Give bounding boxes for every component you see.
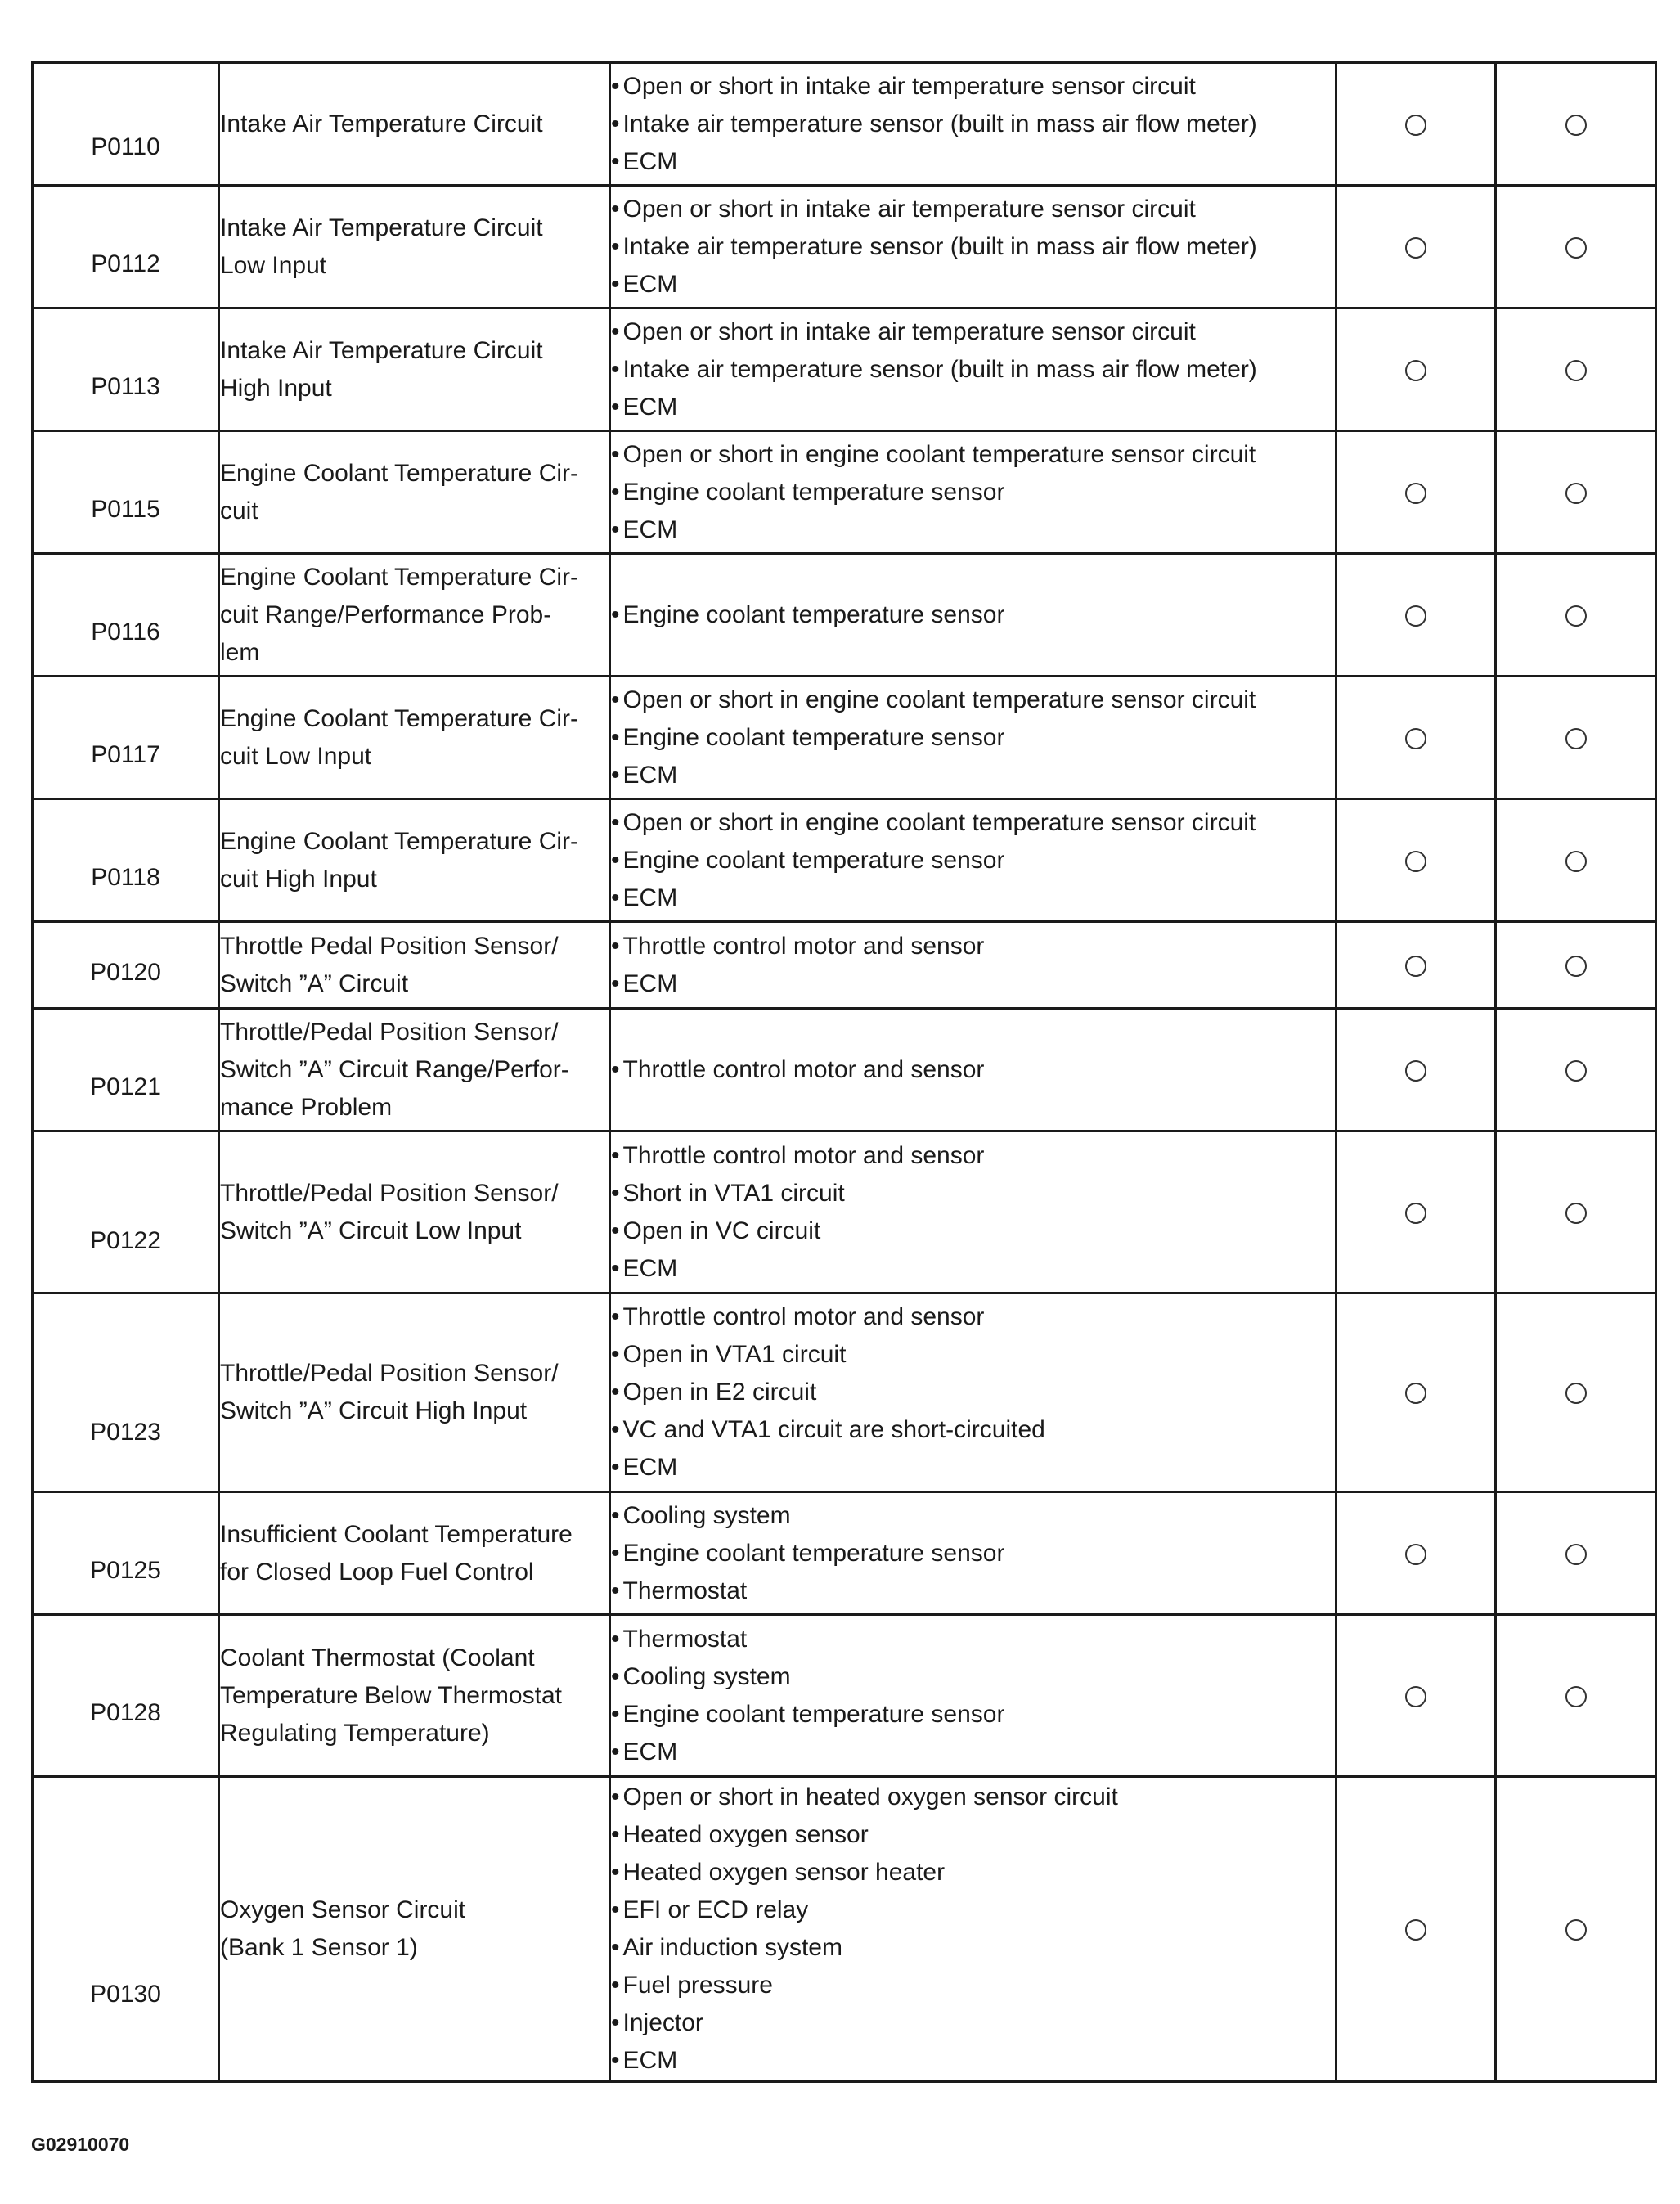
dtc-code: P0128 — [90, 1698, 161, 1726]
detection-item-cell — [219, 554, 610, 677]
detection-item-line: Switch ”A” Circuit Low Input — [220, 1217, 522, 1244]
dtc-code: P0118 — [91, 863, 160, 891]
memory-cell — [1496, 922, 1656, 1009]
memory-circle-icon — [1565, 728, 1587, 749]
trouble-area-cell — [610, 677, 1336, 799]
trouble-area-item: • ECM — [611, 266, 1335, 304]
dtc-code-cell — [33, 308, 219, 431]
trouble-area-item: • Injector — [611, 2004, 1335, 2042]
dtc-row — [33, 431, 1656, 554]
trouble-area-item: • Air induction system — [611, 1929, 1335, 1967]
memory-circle-icon — [1565, 1203, 1587, 1224]
trouble-area-item: • Heated oxygen sensor — [611, 1816, 1335, 1854]
detection-item-cell — [219, 1293, 610, 1492]
mil-circle-icon — [1405, 1919, 1426, 1941]
trouble-area-item: • Intake air temperature sensor (built in mass air flow meter) — [611, 351, 1335, 389]
detection-item-line: Engine Coolant Temperature Cir- — [220, 459, 579, 487]
trouble-area-item: • Engine coolant temperature sensor — [611, 1696, 1335, 1734]
memory-circle-icon — [1565, 360, 1587, 381]
mil-cell — [1336, 63, 1496, 186]
dtc-row — [33, 922, 1656, 1009]
dtc-row — [33, 1131, 1656, 1293]
memory-cell — [1496, 799, 1656, 922]
mil-circle-icon — [1405, 115, 1426, 136]
dtc-code-cell — [33, 1615, 219, 1777]
detection-item-cell — [219, 186, 610, 308]
mil-circle-icon — [1405, 483, 1426, 504]
detection-item-line: Temperature Below Thermostat — [220, 1681, 562, 1709]
trouble-area-item: • Cooling system — [611, 1497, 1335, 1535]
mil-circle-icon — [1405, 851, 1426, 872]
trouble-area-list — [611, 596, 1335, 634]
dtc-code: P0123 — [90, 1418, 161, 1446]
detection-item-cell — [219, 1009, 610, 1131]
trouble-area-item: • Throttle control motor and sensor — [611, 1298, 1335, 1336]
mil-circle-icon — [1405, 237, 1426, 259]
mil-circle-icon — [1405, 360, 1426, 381]
detection-item-line: cuit Range/Performance Prob- — [220, 600, 552, 628]
memory-cell — [1496, 431, 1656, 554]
dtc-code: P0112 — [91, 250, 160, 277]
trouble-area-list — [611, 1051, 1335, 1089]
trouble-area-cell — [610, 1615, 1336, 1777]
mil-cell — [1336, 431, 1496, 554]
mil-cell — [1336, 922, 1496, 1009]
trouble-area-item: • Open in E2 circuit — [611, 1374, 1335, 1411]
mil-circle-icon — [1405, 1060, 1426, 1082]
trouble-area-cell — [610, 308, 1336, 431]
dtc-code: P0115 — [91, 495, 160, 523]
trouble-area-cell — [610, 922, 1336, 1009]
trouble-area-item: • Engine coolant temperature sensor — [611, 596, 1335, 634]
trouble-area-list — [611, 313, 1335, 426]
dtc-row — [33, 186, 1656, 308]
trouble-area-item: • Open in VC circuit — [611, 1212, 1335, 1250]
detection-item-cell — [219, 677, 610, 799]
detection-item-cell — [219, 308, 610, 431]
figure-code: G02910070 — [31, 2134, 130, 2155]
trouble-area-item: • Intake air temperature sensor (built in mass air flow meter) — [611, 106, 1335, 143]
dtc-code: P0122 — [90, 1226, 161, 1254]
trouble-area-cell — [610, 1131, 1336, 1293]
dtc-row — [33, 1009, 1656, 1131]
mil-circle-icon — [1405, 1686, 1426, 1707]
dtc-code: P0116 — [91, 618, 160, 645]
dtc-code: P0117 — [91, 740, 160, 768]
trouble-area-item: • Throttle control motor and sensor — [611, 928, 1335, 965]
dtc-code-cell — [33, 1492, 219, 1615]
trouble-area-item: • Intake air temperature sensor (built in mass air flow meter) — [611, 228, 1335, 266]
detection-item-line: Regulating Temperature) — [220, 1719, 490, 1747]
trouble-area-item: • Engine coolant temperature sensor — [611, 474, 1335, 511]
trouble-area-cell — [610, 799, 1336, 922]
dtc-code-cell — [33, 1131, 219, 1293]
dtc-code: P0120 — [90, 958, 161, 986]
trouble-area-item: • Open or short in intake air temperature sensor circuit — [611, 191, 1335, 228]
mil-cell — [1336, 1777, 1496, 2082]
trouble-area-cell — [610, 431, 1336, 554]
dtc-code: P0121 — [90, 1073, 161, 1100]
trouble-area-cell — [610, 554, 1336, 677]
detection-item-line: Intake Air Temperature Circuit — [220, 336, 543, 364]
trouble-area-cell — [610, 63, 1336, 186]
dtc-code-cell — [33, 554, 219, 677]
trouble-area-cell — [610, 1293, 1336, 1492]
detection-item-line: Throttle/Pedal Position Sensor/ — [220, 1360, 559, 1387]
detection-item-cell — [219, 799, 610, 922]
detection-item-line: for Closed Loop Fuel Control — [220, 1558, 534, 1586]
trouble-area-item: • ECM — [611, 511, 1335, 549]
memory-circle-icon — [1565, 851, 1587, 872]
trouble-area-item: • ECM — [611, 1734, 1335, 1771]
dtc-code-cell — [33, 186, 219, 308]
detection-item-line: cuit High Input — [220, 865, 377, 893]
trouble-area-list — [611, 1137, 1335, 1288]
detection-item-line: Switch ”A” Circuit — [220, 969, 409, 997]
dtc-row — [33, 63, 1656, 186]
dtc-row — [33, 677, 1656, 799]
trouble-area-item: • ECM — [611, 2042, 1335, 2080]
memory-cell — [1496, 1293, 1656, 1492]
detection-item-cell — [219, 431, 610, 554]
trouble-area-item: • Engine coolant temperature sensor — [611, 719, 1335, 757]
detection-item-line: Throttle/Pedal Position Sensor/ — [220, 1179, 559, 1207]
dtc-row — [33, 1492, 1656, 1615]
mil-cell — [1336, 1009, 1496, 1131]
trouble-area-item: • ECM — [611, 1250, 1335, 1288]
trouble-area-list — [611, 1779, 1335, 2080]
mil-circle-icon — [1405, 728, 1426, 749]
trouble-area-item: • ECM — [611, 1449, 1335, 1487]
trouble-area-cell — [610, 1777, 1336, 2082]
detection-item-line: Low Input — [220, 251, 327, 279]
trouble-area-list — [611, 1298, 1335, 1487]
trouble-area-item: • ECM — [611, 757, 1335, 794]
dtc-row — [33, 799, 1656, 922]
trouble-area-list — [611, 436, 1335, 549]
mil-cell — [1336, 554, 1496, 677]
trouble-area-item: • Heated oxygen sensor heater — [611, 1854, 1335, 1891]
memory-circle-icon — [1565, 956, 1587, 977]
dtc-code: P0125 — [90, 1556, 161, 1584]
trouble-area-item: • Throttle control motor and sensor — [611, 1137, 1335, 1175]
trouble-area-item: • ECM — [611, 389, 1335, 426]
dtc-code-cell — [33, 63, 219, 186]
trouble-area-list — [611, 928, 1335, 1003]
mil-cell — [1336, 1615, 1496, 1777]
trouble-area-item: • Engine coolant temperature sensor — [611, 842, 1335, 879]
trouble-area-cell — [610, 1492, 1336, 1615]
mil-cell — [1336, 308, 1496, 431]
trouble-area-item: • ECM — [611, 143, 1335, 181]
mil-cell — [1336, 1131, 1496, 1293]
mil-circle-icon — [1405, 605, 1426, 627]
trouble-area-item: • Open or short in intake air temperature sensor circuit — [611, 68, 1335, 106]
memory-cell — [1496, 1615, 1656, 1777]
dtc-code: P0110 — [91, 133, 160, 160]
trouble-area-item: • Open or short in engine coolant temperature sensor circuit — [611, 804, 1335, 842]
trouble-area-list — [611, 681, 1335, 794]
dtc-table-body — [33, 63, 1656, 2082]
detection-item-line: Oxygen Sensor Circuit — [220, 1896, 466, 1923]
memory-circle-icon — [1565, 1060, 1587, 1082]
mil-cell — [1336, 677, 1496, 799]
detection-item-line: Engine Coolant Temperature Cir- — [220, 827, 579, 855]
detection-item-cell — [219, 1615, 610, 1777]
trouble-area-item: • Throttle control motor and sensor — [611, 1051, 1335, 1089]
memory-circle-icon — [1565, 483, 1587, 504]
trouble-area-item: • Open or short in engine coolant temperature sensor circuit — [611, 436, 1335, 474]
mil-cell — [1336, 1293, 1496, 1492]
dtc-code: P0113 — [91, 372, 160, 400]
detection-item-line: Engine Coolant Temperature Cir- — [220, 563, 579, 591]
memory-circle-icon — [1565, 605, 1587, 627]
trouble-area-item: • Thermostat — [611, 1621, 1335, 1658]
trouble-area-item: • ECM — [611, 879, 1335, 917]
dtc-code-cell — [33, 1777, 219, 2082]
memory-circle-icon — [1565, 1383, 1587, 1404]
mil-cell — [1336, 1492, 1496, 1615]
detection-item-line: Insufficient Coolant Temperature — [220, 1520, 573, 1548]
memory-cell — [1496, 186, 1656, 308]
dtc-code-cell — [33, 922, 219, 1009]
trouble-area-item: • Cooling system — [611, 1658, 1335, 1696]
dtc-code: P0130 — [90, 1981, 161, 2008]
detection-item-line: mance Problem — [220, 1093, 393, 1121]
trouble-area-list — [611, 804, 1335, 917]
detection-item-line: Switch ”A” Circuit Range/Perfor- — [220, 1055, 569, 1083]
memory-cell — [1496, 677, 1656, 799]
detection-item-line: Coolant Thermostat (Coolant — [220, 1644, 535, 1671]
trouble-area-item: • Thermostat — [611, 1572, 1335, 1610]
trouble-area-item: • Open in VTA1 circuit — [611, 1336, 1335, 1374]
detection-item-cell — [219, 922, 610, 1009]
trouble-area-item: • Open or short in engine coolant temperature sensor circuit — [611, 681, 1335, 719]
memory-cell — [1496, 554, 1656, 677]
mil-circle-icon — [1405, 1383, 1426, 1404]
mil-cell — [1336, 186, 1496, 308]
dtc-row — [33, 1777, 1656, 2082]
trouble-area-item: • Open or short in intake air temperature sensor circuit — [611, 313, 1335, 351]
trouble-area-item: • Fuel pressure — [611, 1967, 1335, 2004]
trouble-area-list — [611, 191, 1335, 304]
trouble-area-item: • ECM — [611, 965, 1335, 1003]
detection-item-line: Switch ”A” Circuit High Input — [220, 1397, 528, 1424]
memory-cell — [1496, 1009, 1656, 1131]
memory-cell — [1496, 63, 1656, 186]
memory-circle-icon — [1565, 1919, 1587, 1941]
dtc-code-cell — [33, 677, 219, 799]
memory-cell — [1496, 308, 1656, 431]
memory-circle-icon — [1565, 1544, 1587, 1565]
trouble-area-list — [611, 68, 1335, 181]
mil-circle-icon — [1405, 1203, 1426, 1224]
dtc-code-cell — [33, 1009, 219, 1131]
trouble-area-list — [611, 1497, 1335, 1610]
memory-circle-icon — [1565, 115, 1587, 136]
detection-item-line: Intake Air Temperature Circuit — [220, 110, 543, 137]
memory-cell — [1496, 1777, 1656, 2082]
detection-item-line: (Bank 1 Sensor 1) — [220, 1934, 418, 1961]
dtc-code-cell — [33, 1293, 219, 1492]
dtc-row — [33, 1615, 1656, 1777]
detection-item-cell — [219, 1131, 610, 1293]
mil-circle-icon — [1405, 956, 1426, 977]
detection-item-line: Throttle Pedal Position Sensor/ — [220, 932, 559, 960]
mil-circle-icon — [1405, 1544, 1426, 1565]
detection-item-line: High Input — [220, 374, 332, 402]
detection-item-cell — [219, 63, 610, 186]
trouble-area-item: • Open or short in heated oxygen sensor circuit — [611, 1779, 1335, 1816]
detection-item-line: Engine Coolant Temperature Cir- — [220, 704, 579, 732]
memory-cell — [1496, 1492, 1656, 1615]
detection-item-cell — [219, 1777, 610, 2082]
dtc-code-cell — [33, 431, 219, 554]
trouble-area-item: • VC and VTA1 circuit are short-circuited — [611, 1411, 1335, 1449]
trouble-area-item: • EFI or ECD relay — [611, 1891, 1335, 1929]
detection-item-cell — [219, 1492, 610, 1615]
detection-item-line: Intake Air Temperature Circuit — [220, 214, 543, 241]
detection-item-line: Throttle/Pedal Position Sensor/ — [220, 1018, 559, 1046]
trouble-area-cell — [610, 186, 1336, 308]
detection-item-line: lem — [220, 638, 260, 666]
memory-circle-icon — [1565, 1686, 1587, 1707]
trouble-area-item: • Short in VTA1 circuit — [611, 1175, 1335, 1212]
dtc-row — [33, 554, 1656, 677]
dtc-code-cell — [33, 799, 219, 922]
detection-item-line: cuit — [220, 497, 258, 524]
dtc-table — [31, 61, 1657, 2083]
memory-cell — [1496, 1131, 1656, 1293]
trouble-area-item: • Engine coolant temperature sensor — [611, 1535, 1335, 1572]
dtc-row — [33, 308, 1656, 431]
trouble-area-cell — [610, 1009, 1336, 1131]
memory-circle-icon — [1565, 237, 1587, 259]
mil-cell — [1336, 799, 1496, 922]
dtc-row — [33, 1293, 1656, 1492]
trouble-area-list — [611, 1621, 1335, 1771]
detection-item-line: cuit Low Input — [220, 742, 372, 770]
